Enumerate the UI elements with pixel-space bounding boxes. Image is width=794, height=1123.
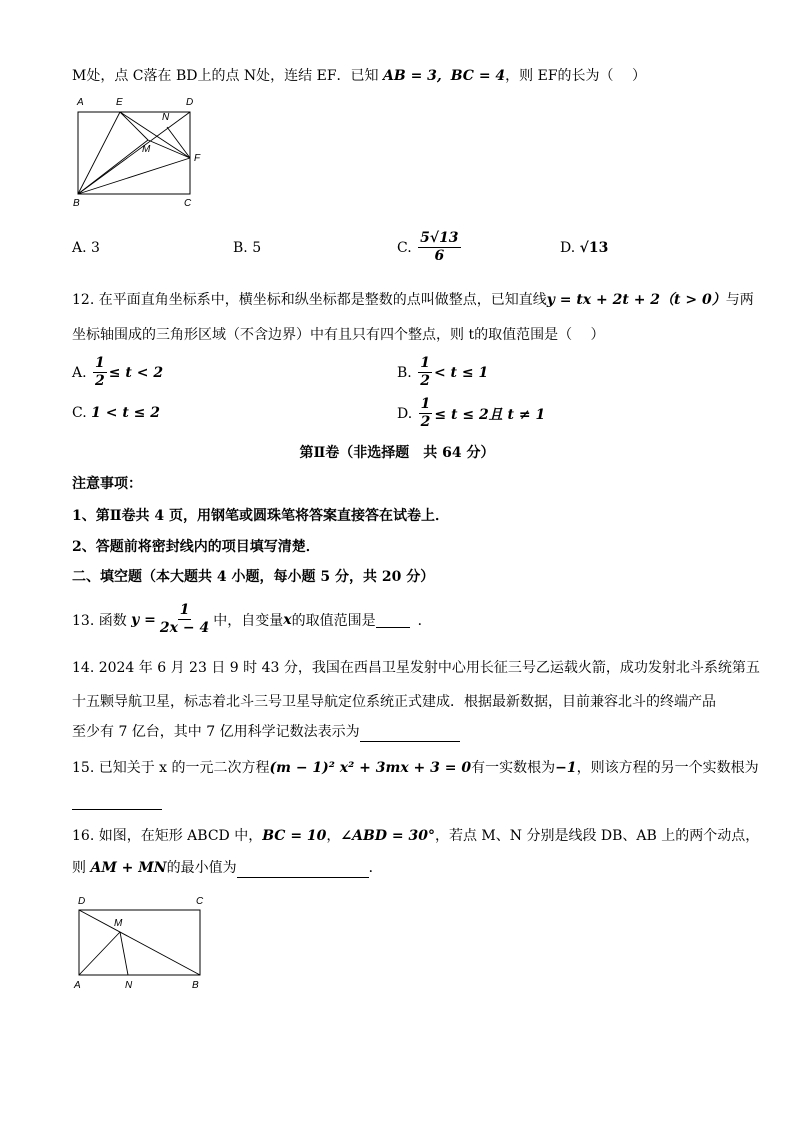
q14-line1: 14. 2024 年 6 月 23 日 9 时 43 分，我国在西昌卫星发射中心用长征三号乙运载火箭，成功发射北斗系统第五 [72, 660, 760, 676]
q11-option-a[interactable]: A. 3 [72, 240, 100, 256]
q12-line2: 坐标轴围成的三角形区域（不含边界）中有且只有四个整点，则 t的取值范围是（ ） [72, 327, 605, 343]
q14-line3: 至少有 7 亿台，其中 7 亿用科学记数法表示为 [72, 722, 460, 742]
q12-line-equation: y = tx + 2t + 2 [546, 292, 661, 308]
q11-text [72, 66, 646, 86]
q12-option-c[interactable]: C. 1 < t ≤ 2 [72, 405, 161, 421]
q12-option-a[interactable]: A. $\frac{1}{2}$ ≤ t < 2 [72, 355, 164, 389]
part2-title: 第Ⅱ卷（非选择题 共 64 分） [299, 445, 495, 461]
q11-label-f: F [194, 153, 201, 164]
q13: 13. 函数 y = $\frac{1}{2x - 4}$ 中，自变量 x 的取值范围是 ． [72, 602, 432, 636]
notice-1: 1、第Ⅱ卷共 4 页，用钢笔或圆珠笔将答案直接答在试卷上． [72, 508, 450, 524]
q16-figure [70, 890, 210, 994]
q11-label-a: A [77, 97, 84, 108]
q12-option-b[interactable]: B. $\frac{1}{2}$ < t ≤ 1 [397, 355, 489, 389]
q12-option-d[interactable]: D. $\frac{1}{2}$ ≤ t ≤ 2且 t ≠ 1 [397, 396, 546, 430]
q11-label-n: N [162, 112, 170, 123]
q16-label-m: M [114, 918, 123, 929]
q11-option-c[interactable]: C. $\frac{5√13}{6}$ [397, 230, 459, 264]
q16-label-d: D [78, 896, 86, 907]
q11-label-e: E [116, 97, 123, 108]
q15-line1: 15. 已知关于 x 的一元二次方程(m − 1)² x² + 3mx + 3 = 0有一实数根为−1，则该方程的另一个实数根为 [72, 760, 759, 776]
notice-title: 注意事项： [72, 476, 142, 492]
q11-label-d: D [186, 97, 194, 108]
q16-label-a: A [74, 980, 81, 991]
q14-answer-blank[interactable] [360, 725, 460, 742]
q11-given-bc: BC = 4 [450, 68, 506, 84]
q16-answer-blank[interactable] [237, 861, 369, 878]
q15-answer-blank[interactable] [72, 795, 162, 810]
q15-equation: (m − 1)² x² + 3mx + 3 = 0 [269, 760, 472, 776]
q16-label-n: N [125, 980, 133, 991]
q11-text-a: M处，点 C落在 BD上的点 N处，连结 EF．已知 [72, 68, 383, 84]
q11-option-d[interactable]: D. √13 [560, 240, 609, 256]
q15-answer-blank-line[interactable] [72, 794, 162, 810]
section-fill-in: 二、填空题（本大题共 4 小题，每小题 5 分，共 20 分） [72, 569, 435, 585]
q11-text-b: ，则 EF的长为（ ） [505, 68, 647, 84]
q11-given-ab: AB = 3, [383, 68, 442, 84]
q14-line2: 十五颗导航卫星，标志着北斗三号卫星导航定位系统正式建成．根据最新数据，目前兼容北斗的终端产品 [72, 694, 716, 710]
q11-label-c: C [184, 198, 192, 209]
q12-line1: 12. 在平面直角坐标系中，横坐标和纵坐标都是整数的点叫做整点，已知直线y = tx + 2t + 2（t > 0）与两 [72, 292, 754, 308]
q11-label-b: B [73, 198, 80, 209]
q11-option-b[interactable]: B. 5 [233, 240, 262, 256]
q11-c-fraction: $\frac{5√13}{6}$ [420, 230, 459, 264]
q16-label-b: B [192, 980, 199, 991]
notice-2: 2、答题前将密封线内的项目填写清楚． [72, 539, 320, 555]
q16-label-c: C [196, 896, 204, 907]
q16-line2: 则 AM + MN的最小值为 ． [72, 860, 383, 876]
q11-figure [68, 94, 214, 210]
q12-condition: （t > 0） [660, 292, 726, 308]
q16-line1: 16. 如图，在矩形 ABCD 中，BC = 10，∠ABD = 30°，若点 M、N 分别是线段 DB、AB 上的两个动点， [72, 828, 760, 844]
q11-label-m: M [142, 144, 151, 155]
q13-answer-blank[interactable] [376, 611, 410, 628]
q13-fraction: $\frac{1}{2x - 4}$ [159, 602, 210, 636]
